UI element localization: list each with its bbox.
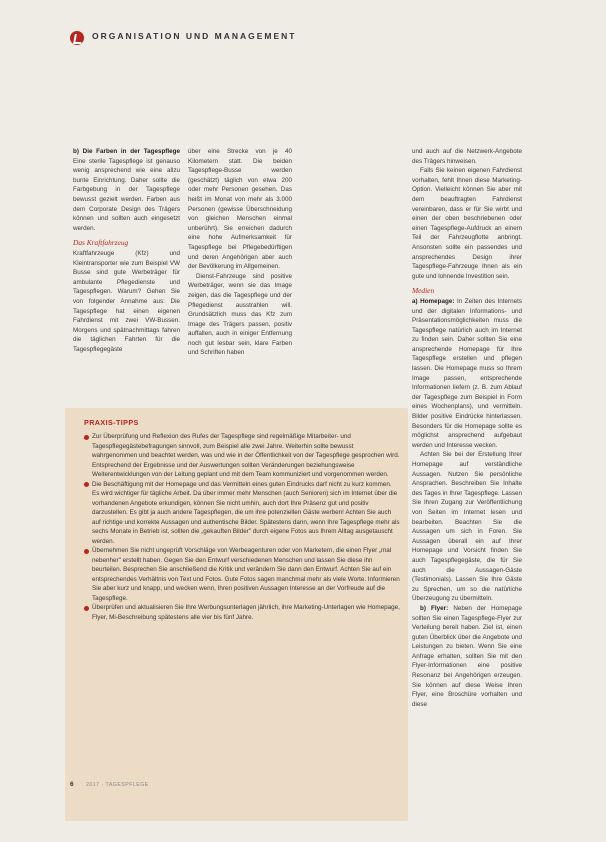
flyer-label: b) Flyer: [420, 604, 449, 612]
paragraph [412, 604, 522, 710]
list-item: Zur Überprüfung und Reflexion des Rufes der Tagespflege sind regelmäßige Mitarbeiter- und Tagespflegegästebefragungen sinnvoll, zum Beispiel alle zwei Jahre. Weiterhin sollte bewusst wahrgenommen und beachtet werden, was und wie in der Öffentlichkeit von der Tagespflege gesprochen wird. Entsprechend der Ergebnisse und der Auswertungen sollten Veränderungen beziehungsweise Weiterentwicklungen von der Leitung geplant und mit dem Team kommuniziert und vorgenommen werden. [84, 432, 400, 480]
paragraph [412, 297, 522, 451]
lead-heading: b) Die Farben in der Tagespflege [73, 148, 180, 155]
paragraph [73, 147, 180, 233]
paragraph: Kraftfahrzeuge (Kfz) und Kleintransporter wie zum Beispiel VW Busse sind gute Werbeträger für ambulante Pflegedienste und Tagespflegen. Warum? Gehen Sie von folgender Annahme aus: Die Tagespflege hat einen eigenen Fahrdienst mit zwei VW-Bussen. Morgens und spätnachmittags fahren die täglichen Fahrten für die Tagespflegegäste [73, 249, 180, 353]
homepage-label: a) Homepage: [412, 297, 455, 305]
practice-tips-title: PRAXIS-TIPPS [84, 418, 139, 427]
lead-text: Eine sterile Tagespflege ist genauso wenig ansprechend wie eine allzu bunte Einrichtung. Daher sollte die Farbgebung in der Tagespflege bewusst gezielt werden. Farben aus dem Corporate Design des Trägers können und sollten auch eingesetzt werden. [73, 157, 180, 232]
article-column-2 [188, 147, 292, 380]
list-item: Überprüfen und aktualisieren Sie Ihre Werbungsunterlagen jährlich, ihre Marketing-Unterlagen wie Homepage, Flyer, Mi-Beschreibung spätestens alle vier bis fünf Jahre. [84, 603, 400, 622]
subheading-vehicle: Das Kraftfahrzeug [73, 238, 129, 248]
paragraph: Dienst-Fahrzeuge sind positive Werbeträger, wenn sie das Image zeigen, das die Tagespflege und der Pflegedienst ausstrahlen will. Grundsätzlich muss das Kfz zum Image des Trägers passen, positiv auffallen, auch in einiger Entfernung noch gut lesbar sein, klare Farben und Schriften haben [188, 272, 292, 357]
section-checkmark-icon [70, 31, 84, 45]
practice-tips-list [84, 432, 400, 622]
paragraph: und auch auf die Netzwerk-Angebote des Trägers hinweisen. [412, 148, 522, 165]
paragraph: Achten Sie bei der Erstellung Ihrer Homepage auf verständliche Aussagen. Nutzen Sie persönliche Ansprachen. Beschreiben Sie Inhalte des Tages in Ihrer Tagespflege. Lassen Sie Ihren Zugang zur Veröffentlichung von Seiten im Internet lesen und bearbeiten. Beachten Sie die Aussagen um sich in Foren. Sie Aussagen überall ein auf Ihrer Homepage und Vorsicht finden Sie auch Tagespflegegäste, die für Sie auch die Aussagen-Gäste (Testimonials). Lassen Sie Ihre Gäste zu Sprechen, um so die natürliche Überzeugung zu übermitteln. [412, 451, 522, 603]
subheading-media: Medien [412, 286, 435, 296]
page-number: 6 [70, 781, 74, 788]
section-header: ORGANISATION UND MANAGEMENT [92, 31, 297, 41]
paragraph: über eine Strecke von je 40 Kilometern statt. Die beiden Tagespflege-Busse werden (geschätzt) täglich von etwa 200 oder mehr Personen gesehen. Das heißt im Monat von mehr als 3.000 Personen (gewisse Überschneidung von gleichen Menschen einmal unberührt). Sie erreichen dadurch eine hohe Aufmerksamkeit für Tagespflege bei Pflegebedürftigen und deren Angehörigen aber auch der Bevölkerung im Allgemeinen. [188, 148, 292, 271]
paragraph: Falls Sie keinen eigenen Fahrdienst vorhalten, fehlt Ihnen diese Marketing-Option. Vielleicht können Sie aber mit dem beauftragten Fahrdienst vereinbaren, dass er für Sie wirbt und einen der oben beschriebenen oder einen Tagespflege-Aufdruck an einem Teil der Fahrzeugflotte anbringt. Ansonsten sollte ein passendes und ansprechendes Design ihrer Tagespflege-Fahrzeuge Ihnen als ein gute und lohnende Investition sein. [412, 167, 522, 280]
flyer-text: Neben der Homepage sollten Sie einen Tagespflege-Flyer zur Verteilung bereit haben. Ziel ist, einen guten Überblick über die Angebote und Leistungen zu bieten. Wenn Sie eine Anfrage erhalten, sollten Sie mit den Flyer-Informationen eine positive Resonanz bei Angehörigen erzeugen. Sie können auf diese Weise Ihren Flyer, eine Broschüre vorhalten und diese [412, 604, 522, 708]
homepage-text: In Zeiten des Internets und der digitalen Informations- und Präsentationsmöglichkeiten muss die Tagespflege natürlich auch im Internet zu finden sein. Daher sollten Sie eine ansprechende Homepage für Ihre Tagespflege erstellen und pflegen lassen. Die Homepage muss so Ihrem Image passen, entsprechende Informationen liefern (z. B. zum Ablauf der Tagespflege zum Beispiel in Form eines Wochenplans), und vermitteln. Bilder positive Eindrücke hinterlassen. Besonders für die Homepage sollte es möglichst ansprechend aufgebaut werden und Interesse wecken. [412, 297, 522, 449]
article-column-1 [73, 147, 180, 380]
list-item: Übernehmen Sie nicht ungeprüft Vorschläge von Werbeagenturen oder von Marketern, die einen Flyer „mal nebenher" erstellt haben. Gegen Sie den Entwurf verschiedenen Menschen und lassen Sie diese ihn beurteilen. Besprechen Sie anschließend die Kritik und verändern Sie dann den Entwurf. Achten Sie auf ein entsprechendes Verhältnis von Text und Fotos. Gute Fotos sagen manchmal mehr als viele Worte. Informieren Sie aber kurz und knapp, und wecken wenn, Ihren positiven Aussagen Interesse an der Vorfreude auf die Tagespflege. [84, 546, 400, 603]
list-item: Die Beschäftigung mit der Homepage und das Vermitteln eines guten Eindrucks darf nicht zu kurz kommen. Es wird wichtiger für tägliche Arbeit. Da über immer mehr Menschen (auch Senioren) sich im Internet über die vorhandenen Angebote erkundigen, können Sie nicht umhin, auch dort Ihre Präsenz gut und positiv darzustellen. Es gibt ja auch andere Tagespflegen, die um ihre potenziellen Gäste werben! Achten Sie auch auf richtige und korrekte Aussagen und authentische Bilder. Spätestens dann, wenn Ihre Tagespflege mehr als sechs Monate in Betrieb ist, sollten die „gekauften Bilder" durch eigene Fotos aus Ihrem Alltag ausgetauscht werden. [84, 480, 400, 547]
footer-text: 2017 · TAGESPFLEGE [86, 782, 149, 788]
article-column-3 [412, 147, 522, 812]
